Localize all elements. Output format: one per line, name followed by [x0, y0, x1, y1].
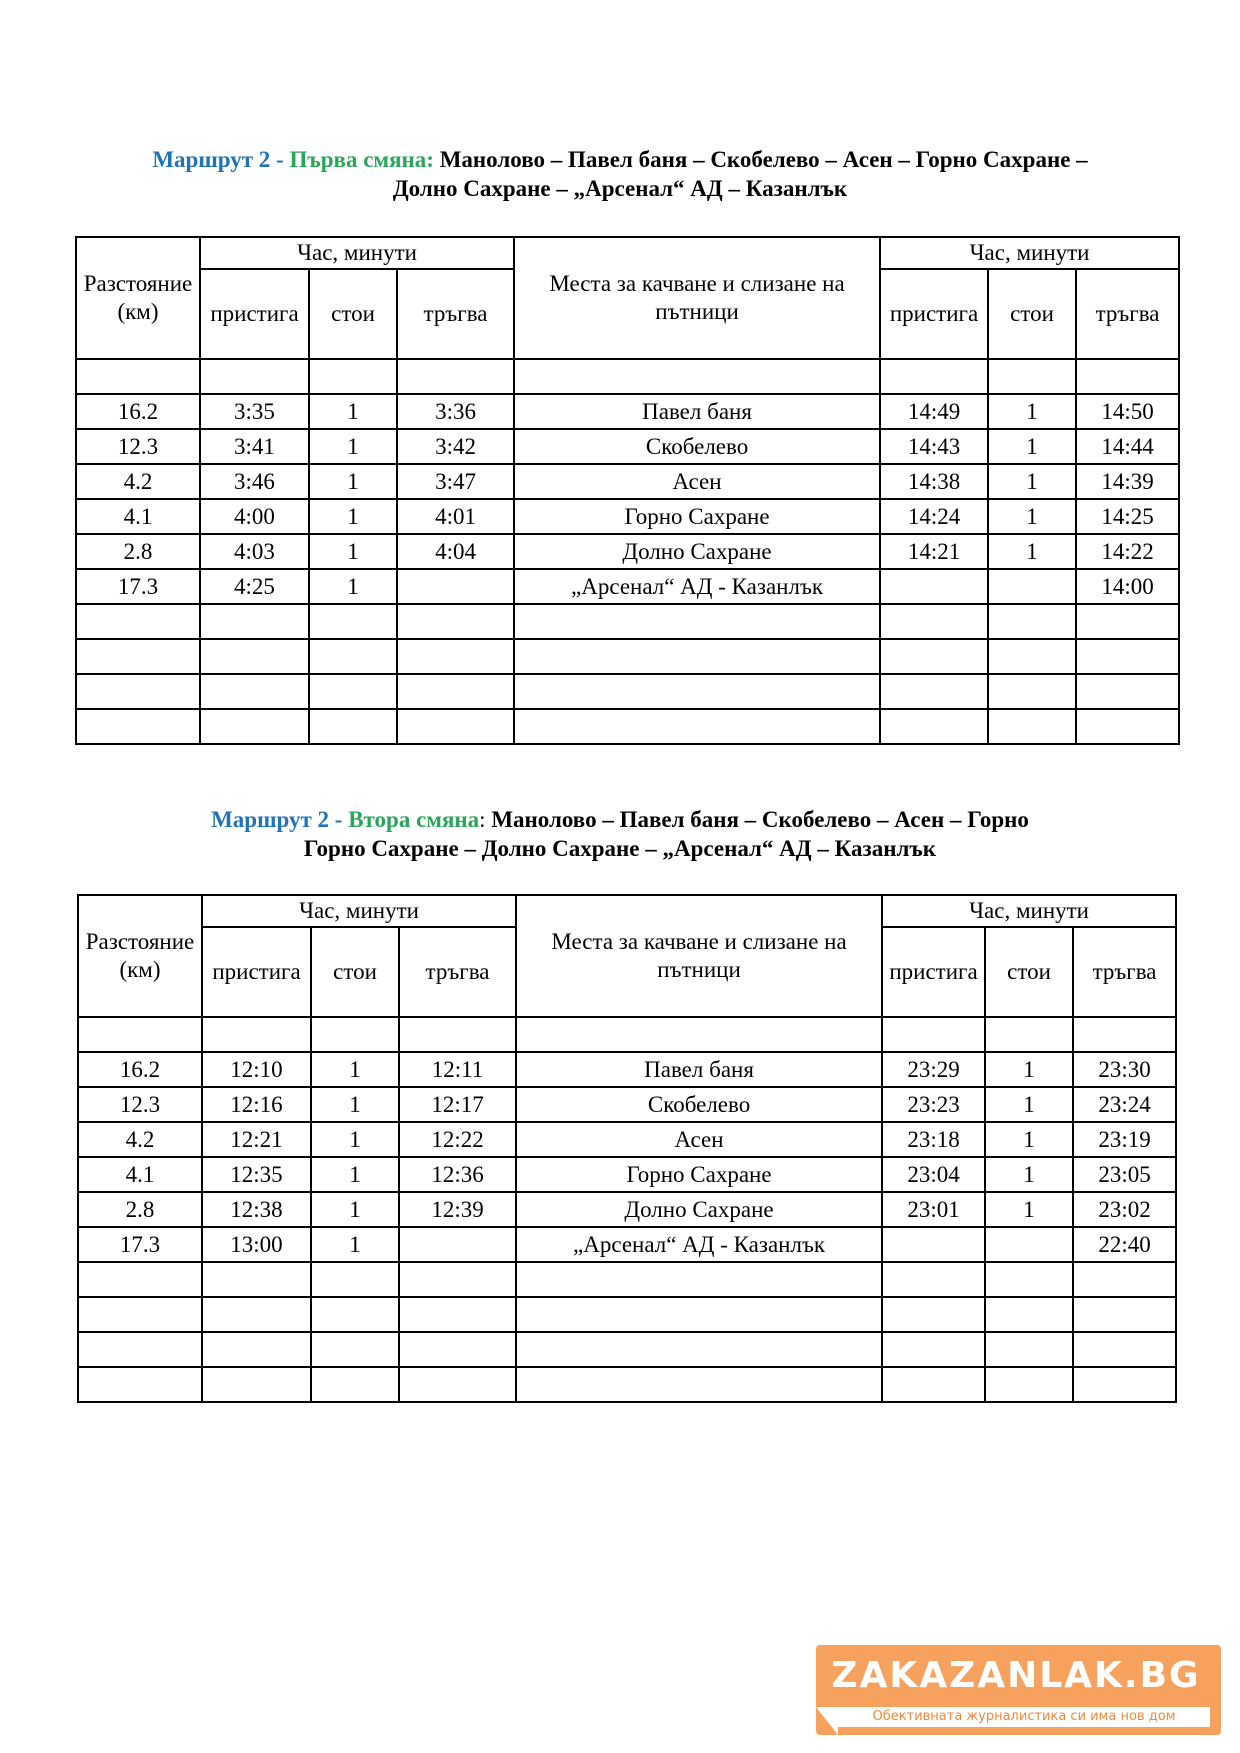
empty-row	[78, 1017, 1176, 1052]
distance-cell: 2.8	[76, 534, 200, 569]
departs-header: тръгва	[397, 269, 514, 359]
stay-cell: 1	[988, 499, 1076, 534]
stay-cell: 1	[988, 464, 1076, 499]
stay-cell: 1	[309, 464, 397, 499]
stay-cell: 1	[311, 1122, 399, 1157]
route-label: Маршрут 2	[211, 807, 330, 832]
stay-cell: 1	[985, 1192, 1073, 1227]
stay-cell: 1	[985, 1052, 1073, 1087]
place-cell: Долно Сахране	[516, 1192, 882, 1227]
distance-cell: 4.2	[78, 1122, 202, 1157]
table-row	[78, 1157, 1176, 1192]
place-cell: Горно Сахране	[516, 1157, 882, 1192]
arrive-cell: 14:49	[880, 394, 988, 429]
table-row	[76, 499, 1179, 534]
stay-cell: 1	[985, 1122, 1073, 1157]
distance-header: Разстояние (км)	[78, 895, 202, 1017]
arrive-cell: 12:10	[202, 1052, 311, 1087]
schedule-table-first-shift	[75, 236, 1180, 745]
section1-title	[0, 145, 1240, 203]
depart-cell: 14:22	[1076, 534, 1179, 569]
arrives-header: пристига	[202, 927, 311, 1017]
place-cell: Павел баня	[516, 1052, 882, 1087]
stay-cell: 1	[309, 534, 397, 569]
empty-row	[78, 1297, 1176, 1332]
depart-cell: 14:00	[1076, 569, 1179, 604]
depart-cell: 12:22	[399, 1122, 516, 1157]
table-row	[76, 534, 1179, 569]
table-row	[78, 1122, 1176, 1157]
logo-notch	[816, 1707, 838, 1735]
empty-row	[76, 639, 1179, 674]
place-cell: „Арсенал“ АД - Казанлък	[514, 569, 880, 604]
distance-cell: 4.1	[76, 499, 200, 534]
place-cell: Горно Сахране	[514, 499, 880, 534]
empty-row	[76, 709, 1179, 744]
depart-cell: 12:36	[399, 1157, 516, 1192]
arrive-cell: 3:35	[200, 394, 309, 429]
arrive-cell: 14:43	[880, 429, 988, 464]
depart-cell: 3:47	[397, 464, 514, 499]
table-row	[76, 569, 1179, 604]
stays-header: стои	[985, 927, 1073, 1017]
distance-header: Разстояние (км)	[76, 237, 200, 359]
arrive-cell: 12:38	[202, 1192, 311, 1227]
distance-cell: 12.3	[76, 429, 200, 464]
distance-cell: 17.3	[78, 1227, 202, 1262]
time-header-right: Час, минути	[882, 895, 1176, 927]
table-row	[76, 429, 1179, 464]
depart-cell: 14:25	[1076, 499, 1179, 534]
stay-cell: 1	[309, 394, 397, 429]
arrive-cell: 14:38	[880, 464, 988, 499]
stay-cell: 1	[988, 394, 1076, 429]
stay-cell: 1	[311, 1157, 399, 1192]
place-cell: „Арсенал“ АД - Казанлък	[516, 1227, 882, 1262]
shift-label: Първа смяна:	[289, 147, 434, 172]
arrive-cell: 23:01	[882, 1192, 985, 1227]
empty-row	[76, 604, 1179, 639]
arrive-cell: 4:03	[200, 534, 309, 569]
arrive-cell: 3:41	[200, 429, 309, 464]
depart-cell: 14:39	[1076, 464, 1179, 499]
stay-cell: 1	[988, 429, 1076, 464]
arrive-cell: 23:18	[882, 1122, 985, 1157]
arrive-cell: 4:25	[200, 569, 309, 604]
table-row	[76, 464, 1179, 499]
depart-cell: 4:04	[397, 534, 514, 569]
arrive-cell: 23:04	[882, 1157, 985, 1192]
arrive-cell: 14:21	[880, 534, 988, 569]
route-label: Маршрут 2	[152, 147, 271, 172]
depart-cell	[397, 569, 514, 604]
arrive-cell: 4:00	[200, 499, 309, 534]
place-cell: Долно Сахране	[514, 534, 880, 569]
arrive-cell: 13:00	[202, 1227, 311, 1262]
depart-cell: 12:39	[399, 1192, 516, 1227]
depart-cell: 23:05	[1073, 1157, 1176, 1192]
stay-cell: 1	[309, 429, 397, 464]
depart-cell	[399, 1227, 516, 1262]
table-row	[78, 1192, 1176, 1227]
depart-cell: 14:44	[1076, 429, 1179, 464]
distance-cell: 16.2	[76, 394, 200, 429]
arrive-cell	[882, 1227, 985, 1262]
place-cell: Асен	[514, 464, 880, 499]
arrives-header: пристига	[882, 927, 985, 1017]
section2-title	[0, 805, 1240, 863]
route-stops-line2: Горно Сахране – Долно Сахране – „Арсенал“ АД – Казанлък	[303, 836, 937, 861]
stay-cell: 1	[309, 499, 397, 534]
schedule-table-second-shift	[77, 894, 1177, 1403]
route-stops-line1: Манолово – Павел баня – Скобелево – Асен – Горно	[485, 807, 1029, 832]
place-cell: Асен	[516, 1122, 882, 1157]
table-row	[78, 1052, 1176, 1087]
place-header: Места за качване и слизане на пътници	[516, 895, 882, 1017]
depart-cell: 23:02	[1073, 1192, 1176, 1227]
stay-cell: 1	[311, 1087, 399, 1122]
place-cell: Скобелево	[516, 1087, 882, 1122]
stay-cell: 1	[985, 1087, 1073, 1122]
time-header-left: Час, минути	[200, 237, 514, 269]
arrive-cell: 23:29	[882, 1052, 985, 1087]
stay-cell: 1	[988, 534, 1076, 569]
depart-cell: 4:01	[397, 499, 514, 534]
depart-cell: 23:30	[1073, 1052, 1176, 1087]
distance-cell: 16.2	[78, 1052, 202, 1087]
distance-cell: 2.8	[78, 1192, 202, 1227]
route-stops-line2: Долно Сахране – „Арсенал“ АД – Казанлък	[392, 176, 848, 201]
depart-cell: 22:40	[1073, 1227, 1176, 1262]
table-row	[78, 1227, 1176, 1262]
title-dash: -	[329, 807, 349, 832]
shift-label: Втора смяна	[348, 807, 480, 832]
arrive-cell: 23:23	[882, 1087, 985, 1122]
time-header-right: Час, минути	[880, 237, 1179, 269]
table-row	[78, 1087, 1176, 1122]
distance-cell: 4.2	[76, 464, 200, 499]
arrive-cell: 12:16	[202, 1087, 311, 1122]
departs-header: тръгва	[399, 927, 516, 1017]
stays-header: стои	[309, 269, 397, 359]
table-row	[76, 394, 1179, 429]
logo-tagline: Обективната журналистика си има нов дом	[872, 1709, 1176, 1724]
depart-cell: 12:11	[399, 1052, 516, 1087]
place-cell: Скобелево	[514, 429, 880, 464]
depart-cell: 12:17	[399, 1087, 516, 1122]
depart-cell: 3:36	[397, 394, 514, 429]
empty-row	[76, 674, 1179, 709]
empty-row	[78, 1262, 1176, 1297]
arrive-cell	[880, 569, 988, 604]
departs-header: тръгва	[1076, 269, 1179, 359]
depart-cell: 23:19	[1073, 1122, 1176, 1157]
arrive-cell: 12:35	[202, 1157, 311, 1192]
arrive-cell: 3:46	[200, 464, 309, 499]
stay-cell: 1	[311, 1227, 399, 1262]
distance-cell: 4.1	[78, 1157, 202, 1192]
site-logo	[816, 1645, 1221, 1735]
empty-row	[78, 1367, 1176, 1402]
departs-header: тръгва	[1073, 927, 1176, 1017]
time-header-left: Час, минути	[202, 895, 516, 927]
arrive-cell: 12:21	[202, 1122, 311, 1157]
title-dash: -	[270, 147, 290, 172]
distance-cell: 17.3	[76, 569, 200, 604]
stay-cell: 1	[985, 1157, 1073, 1192]
place-header: Места за качване и слизане на пътници	[514, 237, 880, 359]
arrives-header: пристига	[880, 269, 988, 359]
stays-header: стои	[988, 269, 1076, 359]
place-cell: Павел баня	[514, 394, 880, 429]
stay-cell	[988, 569, 1076, 604]
stay-cell: 1	[311, 1192, 399, 1227]
logo-name: ZAKAZANLAK.BG	[831, 1655, 1201, 1696]
stay-cell	[985, 1227, 1073, 1262]
arrive-cell: 14:24	[880, 499, 988, 534]
depart-cell: 23:24	[1073, 1087, 1176, 1122]
stays-header: стои	[311, 927, 399, 1017]
route-stops-line1: Манолово – Павел баня – Скобелево – Асен – Горно Сахране –	[433, 147, 1088, 172]
stay-cell: 1	[309, 569, 397, 604]
arrives-header: пристига	[200, 269, 309, 359]
depart-cell: 3:42	[397, 429, 514, 464]
distance-cell: 12.3	[78, 1087, 202, 1122]
depart-cell: 14:50	[1076, 394, 1179, 429]
title-colon: :	[479, 807, 486, 832]
stay-cell: 1	[311, 1052, 399, 1087]
empty-row	[78, 1332, 1176, 1367]
empty-row	[76, 359, 1179, 394]
